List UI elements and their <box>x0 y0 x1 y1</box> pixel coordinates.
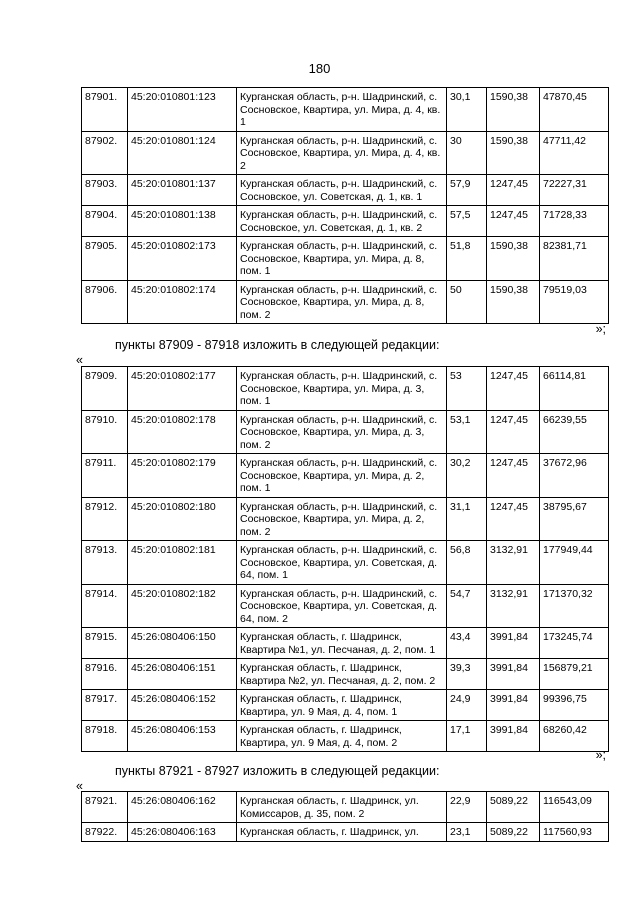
cadastral-value-cell: 177949,44 <box>540 541 609 585</box>
address-cell: Курганская область, р-н. Шадринский, с. Сосновское, Квартира, ул. Мира, д. 3, пом. 1 <box>237 367 447 411</box>
cadastral-value-cell: 116543,09 <box>540 792 609 823</box>
address-cell: Курганская область, р-н. Шадринский, с. Сосновское, Квартира, ул. Мира, д. 4, кв. 1 <box>237 88 447 132</box>
cadastral-number-cell: 45:20:010802:178 <box>128 410 237 454</box>
cadastral-number-cell: 45:26:080406:153 <box>128 721 237 752</box>
area-cell: 57,9 <box>447 175 487 206</box>
registry-table-2 <box>81 366 609 752</box>
cadastral-value-cell: 171370,32 <box>540 584 609 628</box>
area-cell: 31,1 <box>447 497 487 541</box>
cadastral-number-cell: 45:20:010801:124 <box>128 131 237 175</box>
cadastral-value-cell: 66239,55 <box>540 410 609 454</box>
cadastral-number-cell: 45:20:010801:138 <box>128 206 237 237</box>
area-cell: 17,1 <box>447 721 487 752</box>
table-row <box>82 541 609 585</box>
amendment-instruction: пункты 87909 - 87918 изложить в следующей редакции: <box>115 338 440 352</box>
area-cell: 30,1 <box>447 88 487 132</box>
cadastral-value-cell: 68260,42 <box>540 721 609 752</box>
cadastral-value-cell: 47870,45 <box>540 88 609 132</box>
unit-value-cell: 1247,45 <box>487 497 540 541</box>
area-cell: 51,8 <box>447 237 487 281</box>
opening-quote: « <box>76 353 83 367</box>
table-row <box>82 497 609 541</box>
address-cell: Курганская область, р-н. Шадринский, с. Сосновское, Квартира, ул. Советская, д. 64, пом. 2 <box>237 584 447 628</box>
table-row <box>82 410 609 454</box>
row-number-cell: 87902. <box>82 131 128 175</box>
address-cell: Курганская область, р-н. Шадринский, с. Сосновское, Квартира, ул. Мира, д. 8, пом. 2 <box>237 280 447 324</box>
table-row <box>82 454 609 498</box>
row-number-cell: 87910. <box>82 410 128 454</box>
table-row <box>82 792 609 823</box>
cadastral-number-cell: 45:26:080406:151 <box>128 659 237 690</box>
registry-table-1 <box>81 87 609 324</box>
cadastral-number-cell: 45:26:080406:152 <box>128 690 237 721</box>
row-number-cell: 87905. <box>82 237 128 281</box>
cadastral-number-cell: 45:20:010802:181 <box>128 541 237 585</box>
area-cell: 53 <box>447 367 487 411</box>
row-number-cell: 87916. <box>82 659 128 690</box>
area-cell: 53,1 <box>447 410 487 454</box>
cadastral-value-cell: 38795,67 <box>540 497 609 541</box>
table-row <box>82 175 609 206</box>
cadastral-number-cell: 45:20:010801:137 <box>128 175 237 206</box>
unit-value-cell: 5089,22 <box>487 823 540 842</box>
row-number-cell: 87914. <box>82 584 128 628</box>
unit-value-cell: 1590,38 <box>487 131 540 175</box>
cadastral-value-cell: 156879,21 <box>540 659 609 690</box>
registry-table-3 <box>81 791 609 842</box>
row-number-cell: 87904. <box>82 206 128 237</box>
table-row <box>82 584 609 628</box>
cadastral-value-cell: 47711,42 <box>540 131 609 175</box>
cadastral-number-cell: 45:20:010801:123 <box>128 88 237 132</box>
address-cell: Курганская область, г. Шадринск, Квартира №1, ул. Песчаная, д. 2, пом. 1 <box>237 628 447 659</box>
area-cell: 57,5 <box>447 206 487 237</box>
table-row <box>82 628 609 659</box>
unit-value-cell: 1590,38 <box>487 237 540 281</box>
unit-value-cell: 1590,38 <box>487 280 540 324</box>
area-cell: 50 <box>447 280 487 324</box>
unit-value-cell: 1590,38 <box>487 88 540 132</box>
cadastral-value-cell: 117560,93 <box>540 823 609 842</box>
table-row <box>82 131 609 175</box>
address-cell: Курганская область, р-н. Шадринский, с. Сосновское, Квартира, ул. Мира, д. 8, пом. 1 <box>237 237 447 281</box>
address-cell: Курганская область, р-н. Шадринский, с. Сосновское, Квартира, ул. Мира, д. 2, пом. 1 <box>237 454 447 498</box>
table-row <box>82 721 609 752</box>
row-number-cell: 87912. <box>82 497 128 541</box>
cadastral-value-cell: 82381,71 <box>540 237 609 281</box>
cadastral-number-cell: 45:20:010802:179 <box>128 454 237 498</box>
unit-value-cell: 1247,45 <box>487 454 540 498</box>
area-cell: 56,8 <box>447 541 487 585</box>
cadastral-value-cell: 72227,31 <box>540 175 609 206</box>
cadastral-number-cell: 45:26:080406:150 <box>128 628 237 659</box>
cadastral-number-cell: 45:20:010802:173 <box>128 237 237 281</box>
table-row <box>82 280 609 324</box>
cadastral-value-cell: 66114,81 <box>540 367 609 411</box>
cadastral-value-cell: 71728,33 <box>540 206 609 237</box>
cadastral-number-cell: 45:20:010802:180 <box>128 497 237 541</box>
row-number-cell: 87911. <box>82 454 128 498</box>
unit-value-cell: 3132,91 <box>487 584 540 628</box>
area-cell: 43,4 <box>447 628 487 659</box>
cadastral-value-cell: 37672,96 <box>540 454 609 498</box>
unit-value-cell: 3991,84 <box>487 628 540 659</box>
closing-quote: »; <box>595 322 606 336</box>
area-cell: 23,1 <box>447 823 487 842</box>
address-cell: Курганская область, г. Шадринск, ул. <box>237 823 447 842</box>
unit-value-cell: 3991,84 <box>487 721 540 752</box>
area-cell: 22,9 <box>447 792 487 823</box>
area-cell: 39,3 <box>447 659 487 690</box>
area-cell: 24,9 <box>447 690 487 721</box>
cadastral-number-cell: 45:26:080406:162 <box>128 792 237 823</box>
row-number-cell: 87921. <box>82 792 128 823</box>
row-number-cell: 87917. <box>82 690 128 721</box>
area-cell: 54,7 <box>447 584 487 628</box>
address-cell: Курганская область, р-н. Шадринский, с. Сосновское, ул. Советская, д. 1, кв. 1 <box>237 175 447 206</box>
cadastral-number-cell: 45:20:010802:182 <box>128 584 237 628</box>
opening-quote: « <box>76 779 83 793</box>
address-cell: Курганская область, р-н. Шадринский, с. Сосновское, Квартира, ул. Мира, д. 2, пом. 2 <box>237 497 447 541</box>
unit-value-cell: 5089,22 <box>487 792 540 823</box>
unit-value-cell: 3132,91 <box>487 541 540 585</box>
table-row <box>82 88 609 132</box>
table-row <box>82 237 609 281</box>
area-cell: 30,2 <box>447 454 487 498</box>
cadastral-number-cell: 45:26:080406:163 <box>128 823 237 842</box>
unit-value-cell: 1247,45 <box>487 410 540 454</box>
row-number-cell: 87922. <box>82 823 128 842</box>
address-cell: Курганская область, г. Шадринск, Квартира, ул. 9 Мая, д. 4, пом. 2 <box>237 721 447 752</box>
row-number-cell: 87918. <box>82 721 128 752</box>
address-cell: Курганская область, г. Шадринск, ул. Комиссаров, д. 35, пом. 2 <box>237 792 447 823</box>
unit-value-cell: 1247,45 <box>487 175 540 206</box>
cadastral-value-cell: 99396,75 <box>540 690 609 721</box>
row-number-cell: 87906. <box>82 280 128 324</box>
row-number-cell: 87913. <box>82 541 128 585</box>
address-cell: Курганская область, р-н. Шадринский, с. Сосновское, ул. Советская, д. 1, кв. 2 <box>237 206 447 237</box>
row-number-cell: 87901. <box>82 88 128 132</box>
unit-value-cell: 3991,84 <box>487 659 540 690</box>
row-number-cell: 87903. <box>82 175 128 206</box>
closing-quote: »; <box>595 748 606 762</box>
cadastral-value-cell: 173245,74 <box>540 628 609 659</box>
address-cell: Курганская область, р-н. Шадринский, с. Сосновское, Квартира, ул. Мира, д. 4, кв. 2 <box>237 131 447 175</box>
table-row <box>82 690 609 721</box>
unit-value-cell: 3991,84 <box>487 690 540 721</box>
address-cell: Курганская область, р-н. Шадринский, с. Сосновское, Квартира, ул. Мира, д. 3, пом. 2 <box>237 410 447 454</box>
page-number: 180 <box>308 61 331 76</box>
unit-value-cell: 1247,45 <box>487 206 540 237</box>
address-cell: Курганская область, г. Шадринск, Квартира №2, ул. Песчаная, д. 2, пом. 2 <box>237 659 447 690</box>
unit-value-cell: 1247,45 <box>487 367 540 411</box>
cadastral-value-cell: 79519,03 <box>540 280 609 324</box>
cadastral-number-cell: 45:20:010802:177 <box>128 367 237 411</box>
table-row <box>82 367 609 411</box>
row-number-cell: 87909. <box>82 367 128 411</box>
table-row <box>82 659 609 690</box>
area-cell: 30 <box>447 131 487 175</box>
table-row <box>82 823 609 842</box>
address-cell: Курганская область, г. Шадринск, Квартира, ул. 9 Мая, д. 4, пом. 1 <box>237 690 447 721</box>
cadastral-number-cell: 45:20:010802:174 <box>128 280 237 324</box>
address-cell: Курганская область, р-н. Шадринский, с. Сосновское, Квартира, ул. Советская, д. 64, пом. 1 <box>237 541 447 585</box>
row-number-cell: 87915. <box>82 628 128 659</box>
amendment-instruction: пункты 87921 - 87927 изложить в следующей редакции: <box>115 764 440 778</box>
table-row <box>82 206 609 237</box>
